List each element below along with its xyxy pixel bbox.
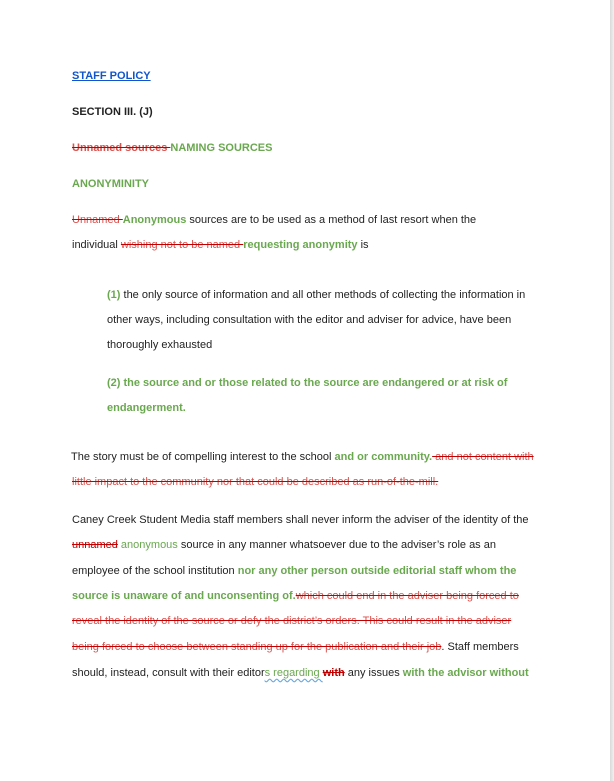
subheading: [72, 141, 272, 155]
paragraph-3-line-3: [72, 564, 516, 578]
page-edge-shadow: [610, 0, 614, 781]
list-item-1-line-1: [107, 288, 525, 302]
inserted-text: Anonymous: [122, 214, 187, 226]
paragraph-2-line-1: [71, 450, 534, 464]
body-text: the only source of information and all other methods of collecting the information in: [120, 289, 526, 301]
inserted-text: anonymous: [117, 539, 178, 551]
document-title[interactable]: [72, 69, 151, 83]
list-item-2-line-1: (2) the source and or those related to the source are endangered or at risk of: [107, 377, 508, 389]
body-text: employee of the school institution: [72, 565, 238, 577]
body-text: The story must be of compelling interest to the school: [71, 451, 335, 463]
body-text: any issues: [344, 667, 403, 679]
inserted-text: requesting anonymity: [243, 239, 358, 251]
staff-policy-link[interactable]: STAFF POLICY: [72, 70, 151, 82]
deleted-text: little impact to the community nor that could be described as run-of-the-mill.: [72, 476, 439, 488]
body-text: should, instead, consult with their editor: [72, 667, 265, 679]
inserted-text: with the advisor without: [402, 667, 529, 679]
paragraph-3-line-1: Caney Creek Student Media staff members shall never inform the adviser of the identity of the: [72, 514, 529, 526]
deleted-text: which could end in the adviser being forced to: [295, 590, 519, 602]
paragraph-3-line-5: [72, 614, 511, 628]
item-number: (1): [107, 289, 121, 301]
deleted-text: Unnamed sources: [72, 142, 171, 154]
body-text: is: [357, 239, 369, 251]
paragraph-1-line-2: [72, 238, 369, 252]
deleted-text: unnamed: [72, 539, 118, 551]
paragraph-3-line-7: [72, 666, 529, 680]
anonymity-heading: ANONYMINITY: [72, 178, 149, 190]
paragraph-3-line-2: [72, 538, 496, 552]
list-item-1-line-2: other ways, including consultation with the editor and adviser for advice, have been: [107, 314, 512, 326]
deleted-text: Unnamed: [72, 214, 123, 226]
section-label: SECTION III. (J): [72, 106, 153, 118]
deleted-text: wishing not to be named: [120, 239, 244, 251]
inserted-text: s regarding: [264, 667, 323, 679]
paragraph-2-line-2: [72, 475, 438, 489]
inserted-text: source is unaware of and unconsenting of.: [72, 590, 296, 602]
paragraph-3-line-4: [72, 589, 519, 603]
deleted-text: with: [322, 667, 345, 679]
body-text: source in any manner whatsoever due to the adviser’s role as an: [177, 539, 496, 551]
paragraph-1-line-1: [72, 213, 476, 227]
deleted-text: being forced to choose between standing up for the publication and their job: [72, 641, 442, 653]
inserted-text: NAMING SOURCES: [170, 142, 273, 154]
list-item-2-line-2: endangerment.: [107, 402, 186, 414]
inserted-text: nor any other person outside editorial staff whom the: [237, 565, 517, 577]
inserted-text: and or community.: [334, 451, 433, 463]
list-item-1-line-3: thoroughly exhausted: [107, 339, 213, 351]
body-text: individual: [72, 239, 121, 251]
paragraph-3-line-6: [72, 640, 519, 654]
body-text: . Staff members: [441, 641, 519, 653]
deleted-text: and not content with: [432, 451, 534, 463]
deleted-text: reveal the identity of the source or defy the district’s orders. This could result in the adviser: [72, 615, 512, 627]
body-text: sources are to be used as a method of last resort when the: [186, 214, 477, 226]
